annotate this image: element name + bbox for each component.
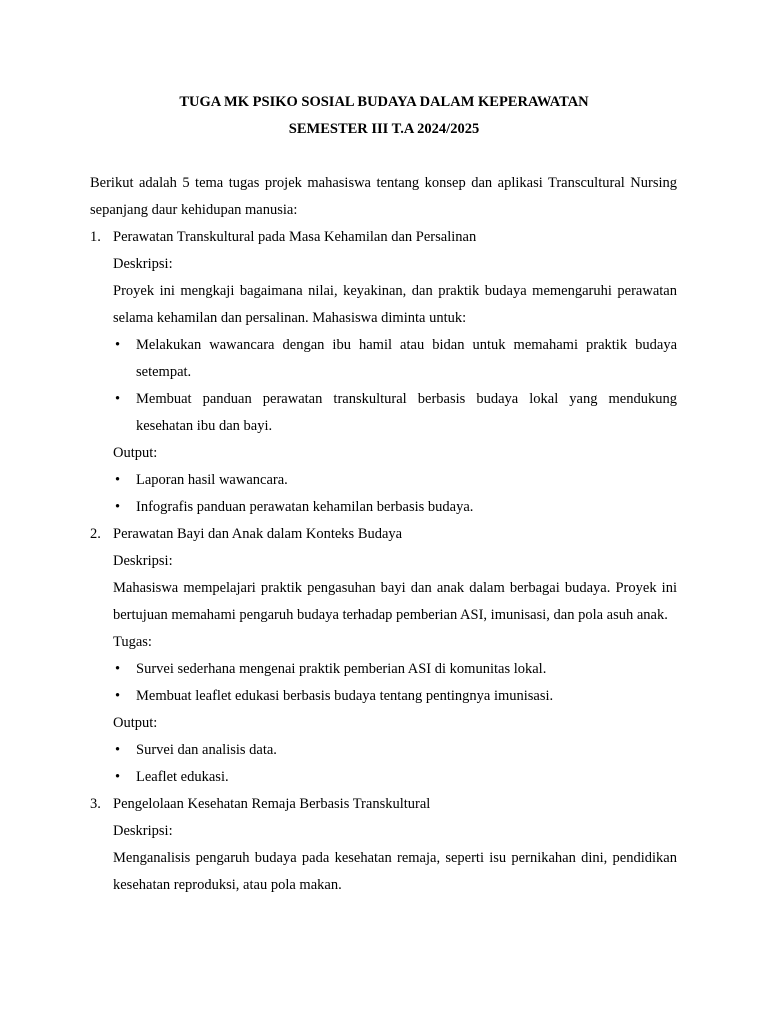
list-item-text: Leaflet edukasi. [136,769,229,785]
description-text: Menganalisis pengaruh budaya pada kesehatan remaja, seperti isu pernikahan dini, pendidikan kesehatan reproduksi, atau pola makan. [113,850,677,893]
list-item [113,332,677,386]
bullet-icon: • [115,337,121,353]
output-label: Output: [113,715,158,731]
list-item-text: Infografis panduan perawatan kehamilan berbasis budaya. [136,499,474,515]
list-item [113,386,677,440]
output-label: Output: [113,445,158,461]
topic-item-2 [90,521,677,791]
topic-item-3 [90,791,677,899]
tasks-label: Tugas: [113,634,152,650]
task-list [113,332,677,440]
bullet-icon: • [115,688,121,704]
output-list [113,737,677,791]
list-item [113,494,677,521]
bullet-icon: • [115,769,121,785]
document-body [90,170,677,899]
list-item-text: Laporan hasil wawancara. [136,472,288,488]
bullet-icon: • [115,499,121,515]
bullet-icon: • [115,661,121,677]
description-label: Deskripsi: [113,823,173,839]
topic-number: 1. [90,229,101,245]
page-title: TUGA MK PSIKO SOSIAL BUDAYA DALAM KEPERAWATAN [179,94,589,110]
list-item [113,467,677,494]
topic-number: 2. [90,526,101,542]
topic-item-1 [90,224,677,521]
list-item-text: Membuat panduan perawatan transkultural berbasis budaya lokal yang mendukung kesehatan ibu dan bayi. [136,391,677,434]
list-item [113,737,677,764]
list-item-text: Survei sederhana mengenai praktik pemberian ASI di komunitas lokal. [136,661,547,677]
topic-title: Perawatan Transkultural pada Masa Kehamilan dan Persalinan [113,229,477,245]
task-list [113,656,677,710]
page-subtitle: SEMESTER III T.A 2024/2025 [288,121,480,137]
output-list [113,467,677,521]
description-label: Deskripsi: [113,256,173,272]
list-item [113,764,677,791]
description-text: Proyek ini mengkaji bagaimana nilai, keyakinan, dan praktik budaya memengaruhi perawatan selama kehamilan dan persalinan. Mahasiswa diminta untuk: [113,283,677,326]
list-item [113,656,677,683]
bullet-icon: • [115,742,121,758]
list-item-text: Membuat leaflet edukasi berbasis budaya tentang pentingnya imunisasi. [136,688,554,704]
list-item-text: Melakukan wawancara dengan ibu hamil atau bidan untuk memahami praktik budaya setempat. [136,337,677,380]
topic-number: 3. [90,796,101,812]
description-label: Deskripsi: [113,553,173,569]
list-item-text: Survei dan analisis data. [136,742,277,758]
topic-title: Perawatan Bayi dan Anak dalam Konteks Budaya [113,526,403,542]
bullet-icon: • [115,391,121,407]
topic-title: Pengelolaan Kesehatan Remaja Berbasis Transkultural [113,796,431,812]
list-item [113,683,677,710]
description-text: Mahasiswa mempelajari praktik pengasuhan bayi dan anak dalam berbagai budaya. Proyek ini bertujuan memahami pengaruh budaya terhadap pemberian ASI, imunisasi, dan pola asuh anak. [113,580,677,623]
bullet-icon: • [115,472,121,488]
intro-paragraph: Berikut adalah 5 tema tugas projek mahasiswa tentang konsep dan aplikasi Transcultural Nursing sepanjang daur kehidupan manusia: [90,175,677,218]
